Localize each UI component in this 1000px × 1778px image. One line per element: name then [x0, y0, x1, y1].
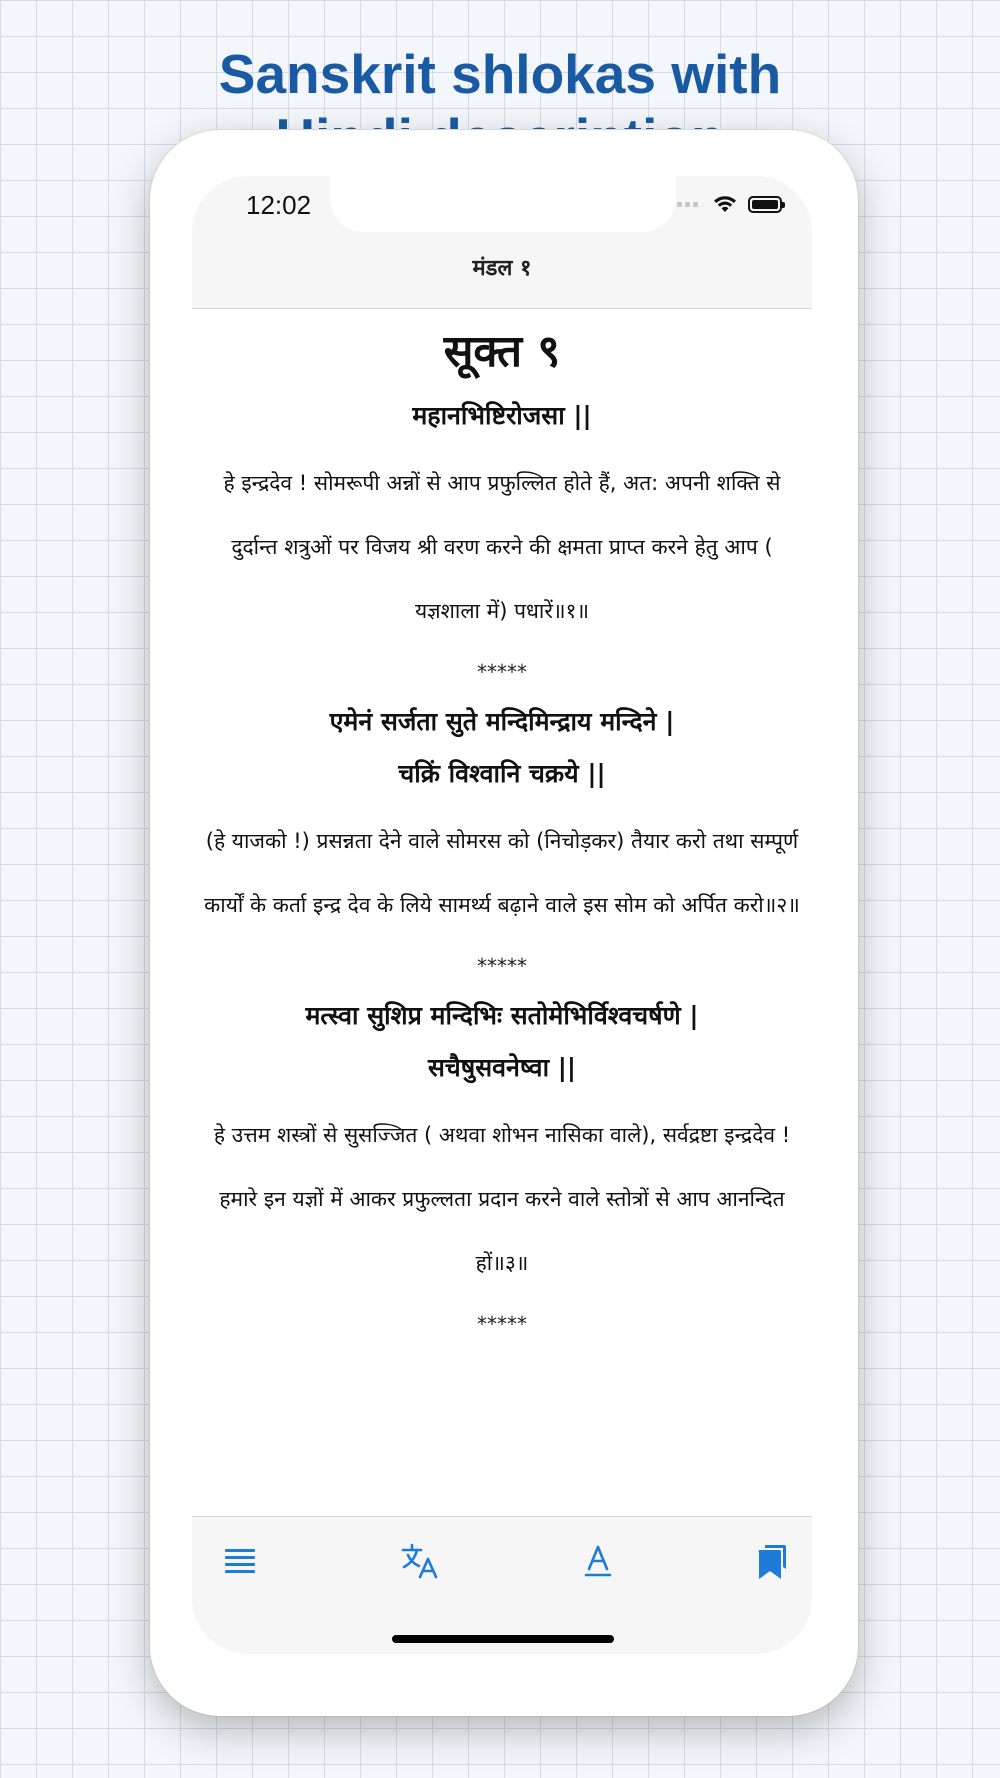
navigation-bar — [192, 236, 812, 309]
verse-3-line-2: सचैषुसवनेष्वा || — [427, 1053, 577, 1082]
verse-3-line-1: मत्स्वा सुशिप्र मन्दिभिः सतोमेभिर्विश्वचर्षणे | — [305, 1001, 699, 1030]
font-size-icon[interactable] — [576, 1539, 620, 1583]
promo-headline-line1: Sanskrit shlokas with — [218, 43, 782, 105]
status-icons — [669, 194, 782, 214]
verse-1 — [192, 399, 812, 687]
verse-1-line-1: महानभिष्टिरोजसा || — [412, 401, 592, 430]
verse-2-line-1: एमेनं सर्जता सुते मन्दिमिन्द्राय मन्दिने | — [329, 707, 675, 736]
verse-2 — [192, 705, 812, 981]
tab-bar — [192, 1516, 812, 1654]
bookmarks-icon[interactable] — [750, 1539, 794, 1583]
translate-icon[interactable] — [399, 1539, 443, 1583]
battery-icon — [748, 196, 782, 213]
verse-2-line-2: चक्रिं विश्वानि चक्रये || — [398, 759, 606, 788]
device-notch — [330, 176, 676, 232]
verse-3-separator: ***** — [477, 1312, 527, 1336]
verse-1-separator: ***** — [477, 660, 527, 684]
verse-2-separator: ***** — [477, 954, 527, 978]
phone-frame — [150, 130, 858, 1716]
verse-3 — [192, 999, 812, 1339]
wifi-icon — [712, 194, 738, 214]
status-time: 12:02 — [246, 190, 312, 220]
home-indicator — [392, 1635, 614, 1643]
sukta-title: सूक्त ९ — [443, 326, 561, 377]
list-icon[interactable] — [218, 1539, 262, 1583]
phone-screen — [192, 176, 812, 1654]
verse-2-description: (हे याजको !) प्रसन्नता देने वाले सोमरस को (निचोड़कर) तैयार करो तथा सम्पूर्ण कार्यों के कर्ता इन्द्र देव के लिये सामर्थ्य बढ़ाने वाले इस सोम को अर्पित करो॥२॥ — [204, 829, 800, 917]
nav-title: मंडल १ — [472, 256, 532, 281]
verse-3-description: हे उत्तम शस्त्रों से सुसज्जित ( अथवा शोभन नासिका वाले), सर्वद्रष्टा इन्द्रदेव ! हमारे इन यज्ञों में आकर प्रफुल्लता प्रदान करने वाले स्तोत्रों से आप आनन्दित हों॥३॥ — [213, 1123, 791, 1275]
verse-1-description: हे इन्द्रदेव ! सोमरूपी अन्नों से आप प्रफुल्लित होते हैं, अत: अपनी शक्ति से दुर्दान्त शत्रुओं पर विजय श्री वरण करने की क्षमता प्राप्त करने हेतु आप ( यज्ञशाला में) पधारें॥१॥ — [223, 471, 781, 623]
shloka-content[interactable] — [192, 309, 812, 1649]
